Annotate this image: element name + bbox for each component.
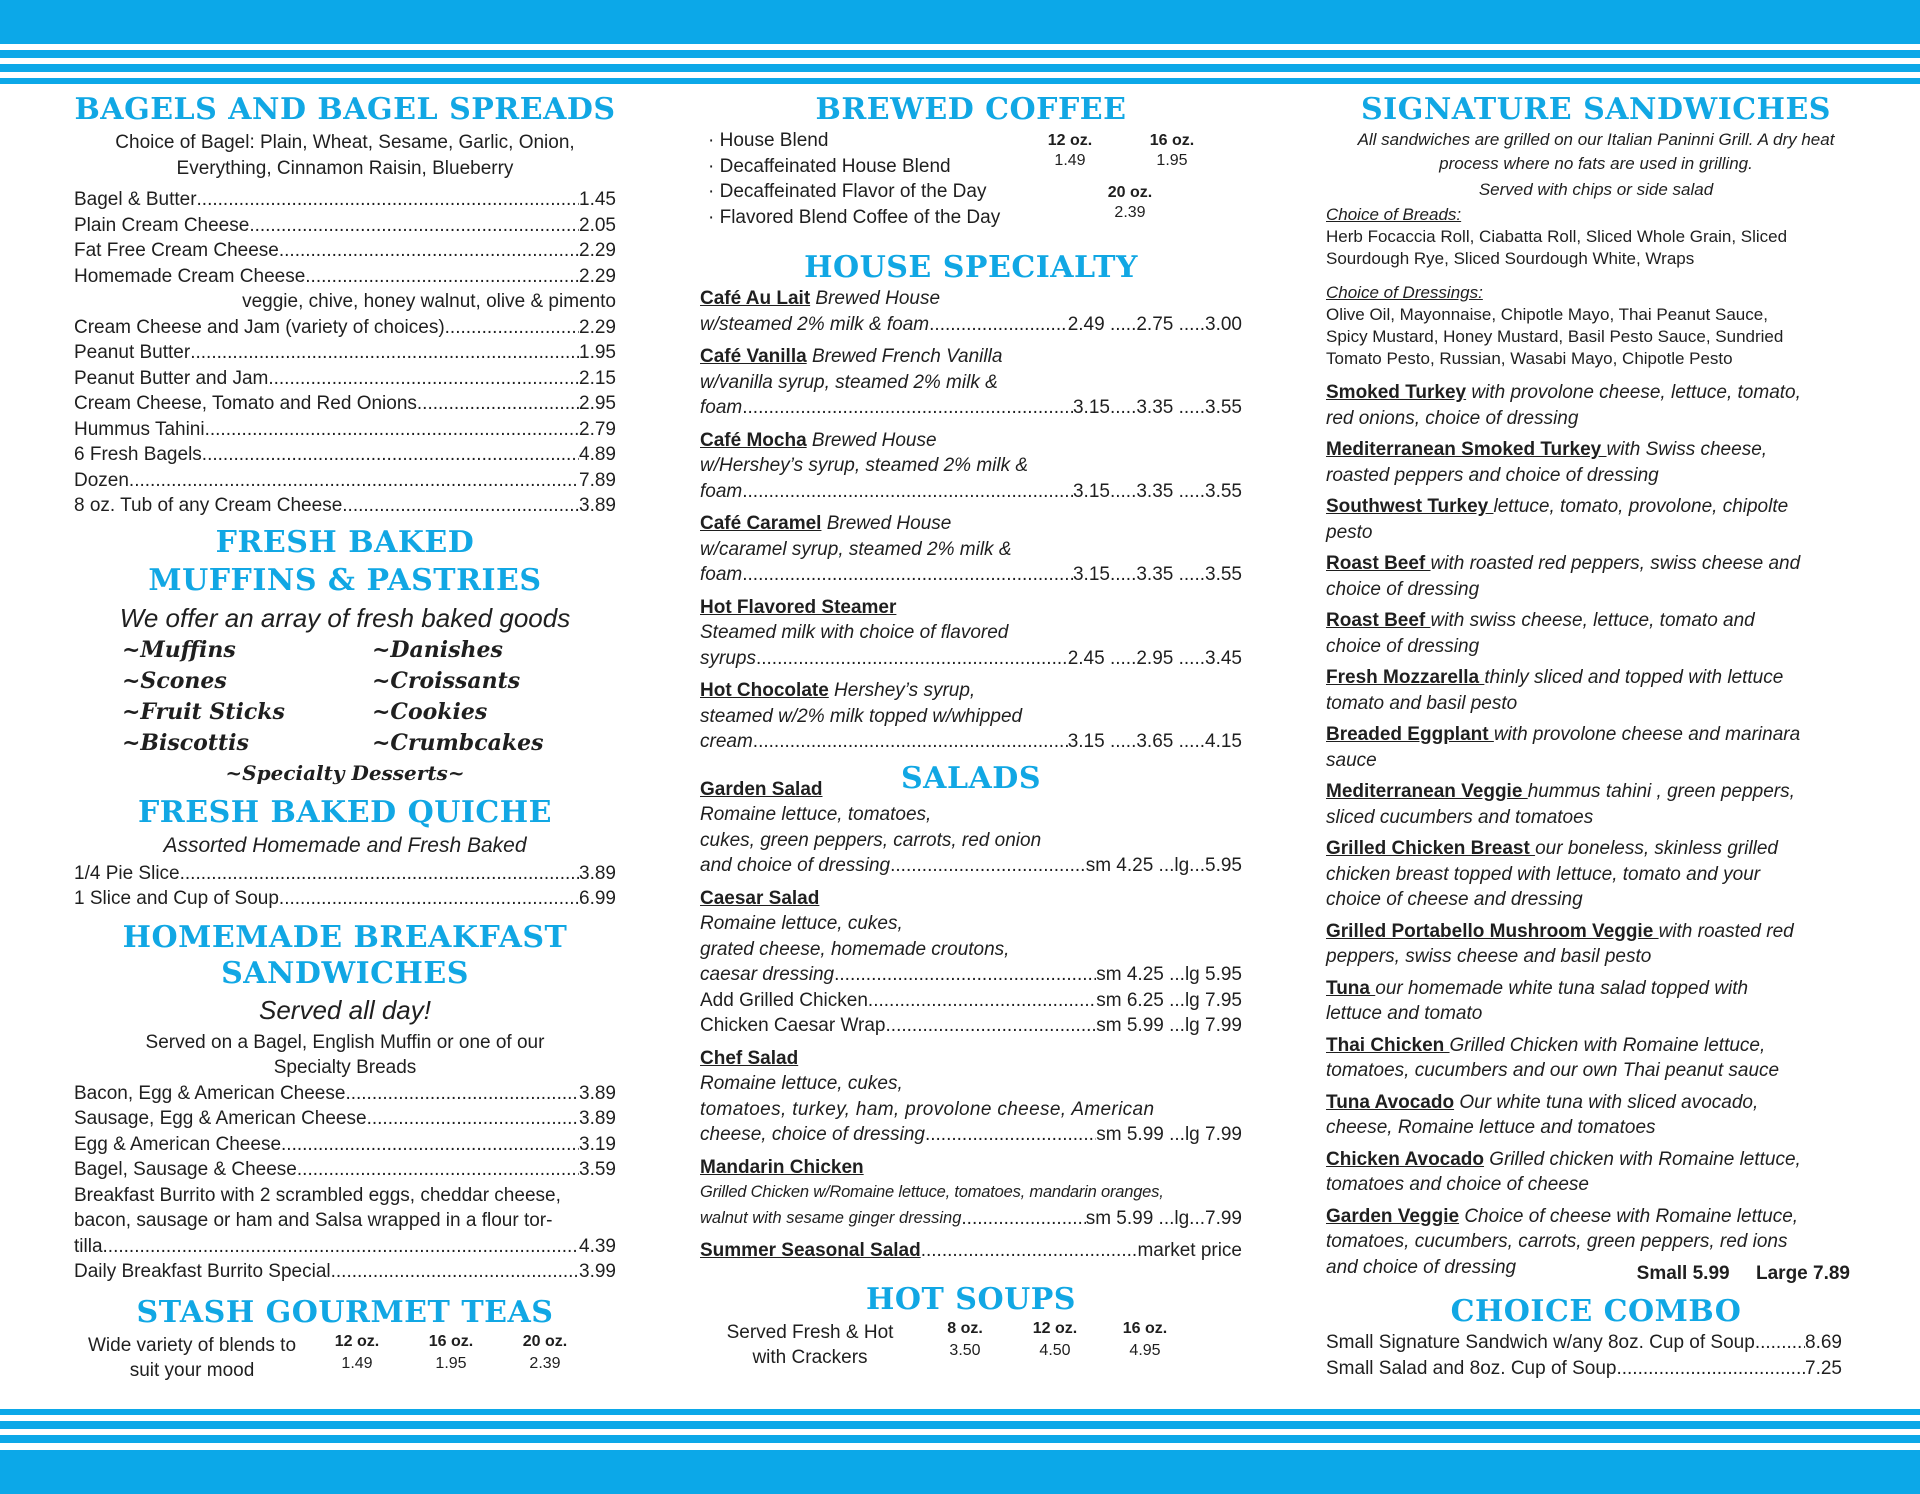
quiche-subtitle: Assorted Homemade and Fresh Baked	[163, 833, 527, 857]
menu-row: tilla ..... 4.39	[74, 1234, 616, 1260]
sandwich-item: Roast Beef with roasted red peppers, swiss cheese and choice of dressing	[1326, 553, 1801, 600]
pastry-item: ~Fruit Sticks	[122, 698, 285, 725]
soups-desc	[700, 1320, 920, 1371]
burrito-desc: Breakfast Burrito with 2 scrambled eggs, cheddar cheese,	[74, 1184, 561, 1206]
sandwich-item: Grilled Portabello Mushroom Veggie with roasted red peppers, swiss cheese and basil pesto	[1326, 920, 1794, 967]
pastry-item: ~Muffins	[122, 636, 236, 663]
teas-sizes	[310, 1333, 592, 1373]
house-specialty-heading: HOUSE SPECIALTY	[804, 250, 1138, 285]
teas-desc-line: suit your mood	[129, 1360, 255, 1381]
size-price: 4.50	[1039, 1341, 1071, 1359]
sandwich-item: Southwest Turkey lettuce, tomato, provolone, chipolte pesto	[1326, 496, 1789, 543]
size-price: 1.95	[435, 1354, 467, 1372]
sandwiches-heading: SIGNATURE SANDWICHES	[1361, 92, 1831, 127]
coffee-block	[700, 128, 1242, 228]
size-label: 8 oz.	[947, 1319, 983, 1337]
sandwich-item: Fresh Mozzarella thinly sliced and topped with lettuce tomato and basil pesto	[1326, 667, 1784, 714]
teas-desc-line: Wide variety of blends to	[87, 1334, 297, 1356]
sandwich-item: Roast Beef with swiss cheese, lettuce, tomato and choice of dressing	[1326, 610, 1755, 657]
bagel-items	[74, 187, 616, 519]
menu-row: 1/4 Pie Slice ..... 3.89	[74, 861, 616, 887]
sandwich-item: Thai Chicken Grilled Chicken with Romaine lettuce, tomatoes, cucumbers and our own Thai peanut sauce	[1326, 1034, 1780, 1081]
served-all-day: Served all day!	[259, 994, 431, 1025]
breakfast-note-line: Specialty Breads	[273, 1057, 417, 1078]
coffee-size-20: 20 oz. 2.39	[1107, 184, 1153, 221]
muffins-heading-2: MUFFINS & PASTRIES	[148, 562, 542, 598]
size-label: 16 oz.	[1122, 1319, 1168, 1337]
bagel-choice-line: Everything, Cinnamon Raisin, Blueberry	[176, 157, 514, 179]
bottom-stripe-1	[0, 1409, 1920, 1415]
specialty-item: Café Vanilla Brewed French Vanilla w/vanilla syrup, steamed 2% milk & foam ..... 3.15.....3.35 .....3.55	[700, 344, 1242, 421]
specialty-item: Café Caramel Brewed House w/caramel syrup, steamed 2% milk & foam ..... 3.15.....3.35 .....3.55	[700, 511, 1242, 588]
soups-desc-line: with Crackers	[752, 1347, 868, 1368]
sandwich-item: Mediterranean Veggie hummus tahini , green peppers, sliced cucumbers and tomatoes	[1326, 781, 1795, 828]
menu-row: 6 Fresh Bagels ..... 4.89	[74, 442, 616, 468]
menu-row: 1 Slice and Cup of Soup ..... 6.99	[74, 886, 616, 912]
soups-desc-line: Served Fresh & Hot	[726, 1321, 894, 1343]
bagel-choice	[74, 130, 616, 181]
menu-row: Homemade Cream Cheese ..... 2.29	[74, 264, 616, 290]
combo-row: Small Signature Sandwich w/any 8oz. Cup of Soup ..... 8.69	[1326, 1330, 1866, 1356]
menu-row: Fat Free Cream Cheese ..... 2.29	[74, 238, 616, 264]
breakfast-heading-1: HOMEMADE BREAKFAST	[122, 919, 568, 955]
specialty-item: Café Mocha Brewed House w/Hershey’s syrup, steamed 2% milk & foam ..... 3.15.....3.35 .....3.55	[700, 428, 1242, 505]
soups-heading: HOT SOUPS	[866, 1281, 1076, 1317]
sandwich-prices: Small 5.99 Large 7.89	[1636, 1262, 1850, 1284]
teas-block	[74, 1333, 616, 1384]
pastry-item: ~Biscottis	[122, 729, 249, 756]
size-label: 12 oz.	[334, 1332, 380, 1350]
bagels-heading: BAGELS AND BAGEL SPREADS	[74, 92, 616, 127]
size-price: 3.50	[949, 1341, 981, 1359]
top-stripe-1	[0, 50, 1920, 58]
sandwich-item: Grilled Chicken Breast our boneless, skinless grilled chicken breast topped with lettuce, tomato and your choice of cheese and dressing	[1326, 838, 1778, 910]
bagel-choice-line: Choice of Bagel: Plain, Wheat, Sesame, Garlic, Onion,	[115, 132, 575, 153]
sandwich-item: Tuna Avocado Our white tuna with sliced avocado, cheese, Romaine lettuce and tomatoes	[1326, 1091, 1759, 1138]
size-label: 20 oz.	[522, 1332, 568, 1350]
menu-row: Egg & American Cheese ..... 3.19	[74, 1132, 616, 1158]
breads-block: Choice of Breads: Herb Focaccia Roll, Ciabatta Roll, Sliced Whole Grain, Sliced Sourdough Rye, Sliced Sourdough White, Wraps	[1326, 205, 1788, 268]
soups-sizes	[920, 1320, 1190, 1360]
sandwich-item: Breaded Eggplant with provolone cheese and marinara sauce	[1326, 724, 1801, 771]
salad-item: Garden Salad Romaine lettuce, tomatoes, cukes, green peppers, carrots, red onion and choice of dressing ..... sm 4.25 ...lg...5.95	[700, 767, 1242, 879]
sandwich-item: Tuna our homemade white tuna salad topped with lettuce and tomato	[1326, 977, 1749, 1024]
breakfast-note-line: Served on a Bagel, English Muffin or one of our	[145, 1031, 545, 1053]
coffee-item: · House Blend	[708, 130, 829, 151]
size-label: 12 oz.	[1032, 1319, 1078, 1337]
sandwich-item: Chicken Avocado Grilled chicken with Romaine lettuce, tomatoes and choice of cheese	[1326, 1148, 1801, 1195]
salad-item: Mandarin Chicken Grilled Chicken w/Romaine lettuce, tomatoes, mandarin oranges, walnut with sesame ginger dressing ..... sm 5.99 ...lg...7.99	[700, 1155, 1242, 1232]
coffee-item: · Decaffeinated House Blend	[708, 155, 951, 177]
top-stripe-2	[0, 64, 1920, 72]
bottom-band	[0, 1450, 1920, 1494]
homemade-flavors: veggie, chive, honey walnut, olive & pimento	[242, 291, 616, 312]
top-stripe-3	[0, 78, 1920, 84]
pastry-item: ~Croissants	[372, 667, 521, 694]
salads-block	[700, 760, 1242, 879]
menu-row: Plain Cream Cheese ..... 2.05	[74, 213, 616, 239]
bottom-stripe-2	[0, 1421, 1920, 1429]
right-column	[1326, 92, 1866, 1381]
salad-item: Summer Seasonal Salad ..... market price	[700, 1238, 1242, 1264]
specialty-item: Hot Flavored Steamer Steamed milk with choice of flavored syrups ..... 2.45 .....2.95 .....3.45	[700, 595, 1242, 672]
pastry-item: ~Cookies	[372, 698, 488, 725]
pastry-item: ~Scones	[122, 667, 227, 694]
soups-block	[700, 1320, 1242, 1371]
size-price: 4.95	[1129, 1341, 1161, 1359]
menu-row: Cream Cheese and Jam (variety of choices) ..... 2.29	[74, 315, 616, 341]
muffins-heading-1: FRESH BAKED	[215, 524, 475, 560]
combo-heading: CHOICE COMBO	[1450, 1294, 1742, 1329]
teas-heading: STASH GOURMET TEAS	[136, 1294, 554, 1330]
bottom-stripe-3	[0, 1435, 1920, 1443]
top-band	[0, 0, 1920, 44]
dressings-block: Choice of Dressings: Olive Oil, Mayonnaise, Chipotle Mayo, Thai Peanut Sauce, Spicy Mustard, Honey Mustard, Basil Pesto Sauce, Sundried Tomato Pesto, Russian, Wasabi Mayo, Chipotle Pesto	[1326, 283, 1784, 368]
menu-row: Peanut Butter ..... 1.95	[74, 340, 616, 366]
combo-row: Small Salad and 8oz. Cup of Soup ..... 7.25	[1326, 1356, 1866, 1382]
pastry-list	[74, 635, 616, 759]
menu-row: Cream Cheese, Tomato and Red Onions ..... 2.95	[74, 391, 616, 417]
size-price: 1.49	[341, 1354, 373, 1372]
middle-column	[700, 92, 1242, 1371]
burrito-desc: bacon, sausage or ham and Salsa wrapped in a flour tor-	[74, 1210, 553, 1231]
quiche-heading: FRESH BAKED QUICHE	[138, 794, 552, 830]
specialty-item: Café Au Lait Brewed House w/steamed 2% milk & foam ..... 2.49 .....2.75 .....3.00	[700, 286, 1242, 337]
size-price: 2.39	[529, 1354, 561, 1372]
teas-desc	[74, 1333, 310, 1384]
menu-row: Peanut Butter and Jam ..... 2.15	[74, 366, 616, 392]
left-column	[74, 92, 616, 1384]
menu-row: Bacon, Egg & American Cheese ..... 3.89	[74, 1081, 616, 1107]
sandwich-item: Garden Veggie Choice of cheese with Romaine lettuce, tomatoes, cucumbers, carrots, green peppers, red ions and choice of dressing Small 5.99 Large 7.89	[1326, 1204, 1866, 1287]
menu-row: Sausage, Egg & American Cheese ..... 3.89	[74, 1106, 616, 1132]
sandwich-item: Smoked Turkey with provolone cheese, lettuce, tomato, red onions, choice of dressing	[1326, 382, 1801, 429]
breakfast-note	[74, 1030, 616, 1081]
coffee-size-12: 12 oz. 1.49	[1047, 132, 1093, 169]
salad-item: Caesar Salad Romaine lettuce, cukes, grated cheese, homemade croutons, caesar dressing ..... sm 4.25 ...lg 5.95 Add Grilled Chicken ..... sm 6.25 ...lg 7.95 Chicken Caesar Wrap ..... sm 5.99 ...lg 7.99	[700, 886, 1242, 1039]
salads-heading: SALADS	[901, 760, 1041, 796]
menu-row: Bagel, Sausage & Cheese ..... 3.59	[74, 1157, 616, 1183]
pastry-item: ~Crumbcakes	[372, 729, 544, 756]
sandwich-item: Mediterranean Smoked Turkey with Swiss cheese, roasted peppers and choice of dressing	[1326, 439, 1768, 486]
menu-row: Bagel & Butter ..... 1.45	[74, 187, 616, 213]
sandwich-intro: All sandwiches are grilled on our Italian Paninni Grill. A dry heat process where no fats are used in grilling. Served with chips or side salad	[1357, 130, 1835, 199]
size-label: 16 oz.	[428, 1332, 474, 1350]
menu-row: Hummus Tahini ..... 2.79	[74, 417, 616, 443]
specialty-item: Hot Chocolate Hershey’s syrup, steamed w/2% milk topped w/whipped cream ..... 3.15 .....3.65 .....4.15	[700, 678, 1242, 755]
specialty-desserts: ~Specialty Desserts~	[225, 760, 465, 785]
menu-row: 8 oz. Tub of any Cream Cheese ..... 3.89	[74, 493, 616, 519]
menu-row: Dozen ..... 7.89	[74, 468, 616, 494]
pastry-item: ~Danishes	[372, 636, 503, 663]
coffee-heading: BREWED COFFEE	[815, 92, 1127, 127]
pastry-tagline: We offer an array of fresh baked goods	[119, 602, 571, 633]
coffee-item: · Decaffeinated Flavor of the Day	[708, 181, 987, 202]
coffee-item: · Flavored Blend Coffee of the Day	[708, 206, 1001, 228]
coffee-size-16: 16 oz. 1.95	[1149, 132, 1195, 169]
menu-row: Daily Breakfast Burrito Special ..... 3.99	[74, 1259, 616, 1285]
salad-item: Chef Salad Romaine lettuce, cukes, tomatoes, turkey, ham, provolone cheese, American cheese, choice of dressing ..... sm 5.99 ...lg 7.99	[700, 1046, 1242, 1148]
breakfast-heading-2: SANDWICHES	[221, 955, 469, 991]
